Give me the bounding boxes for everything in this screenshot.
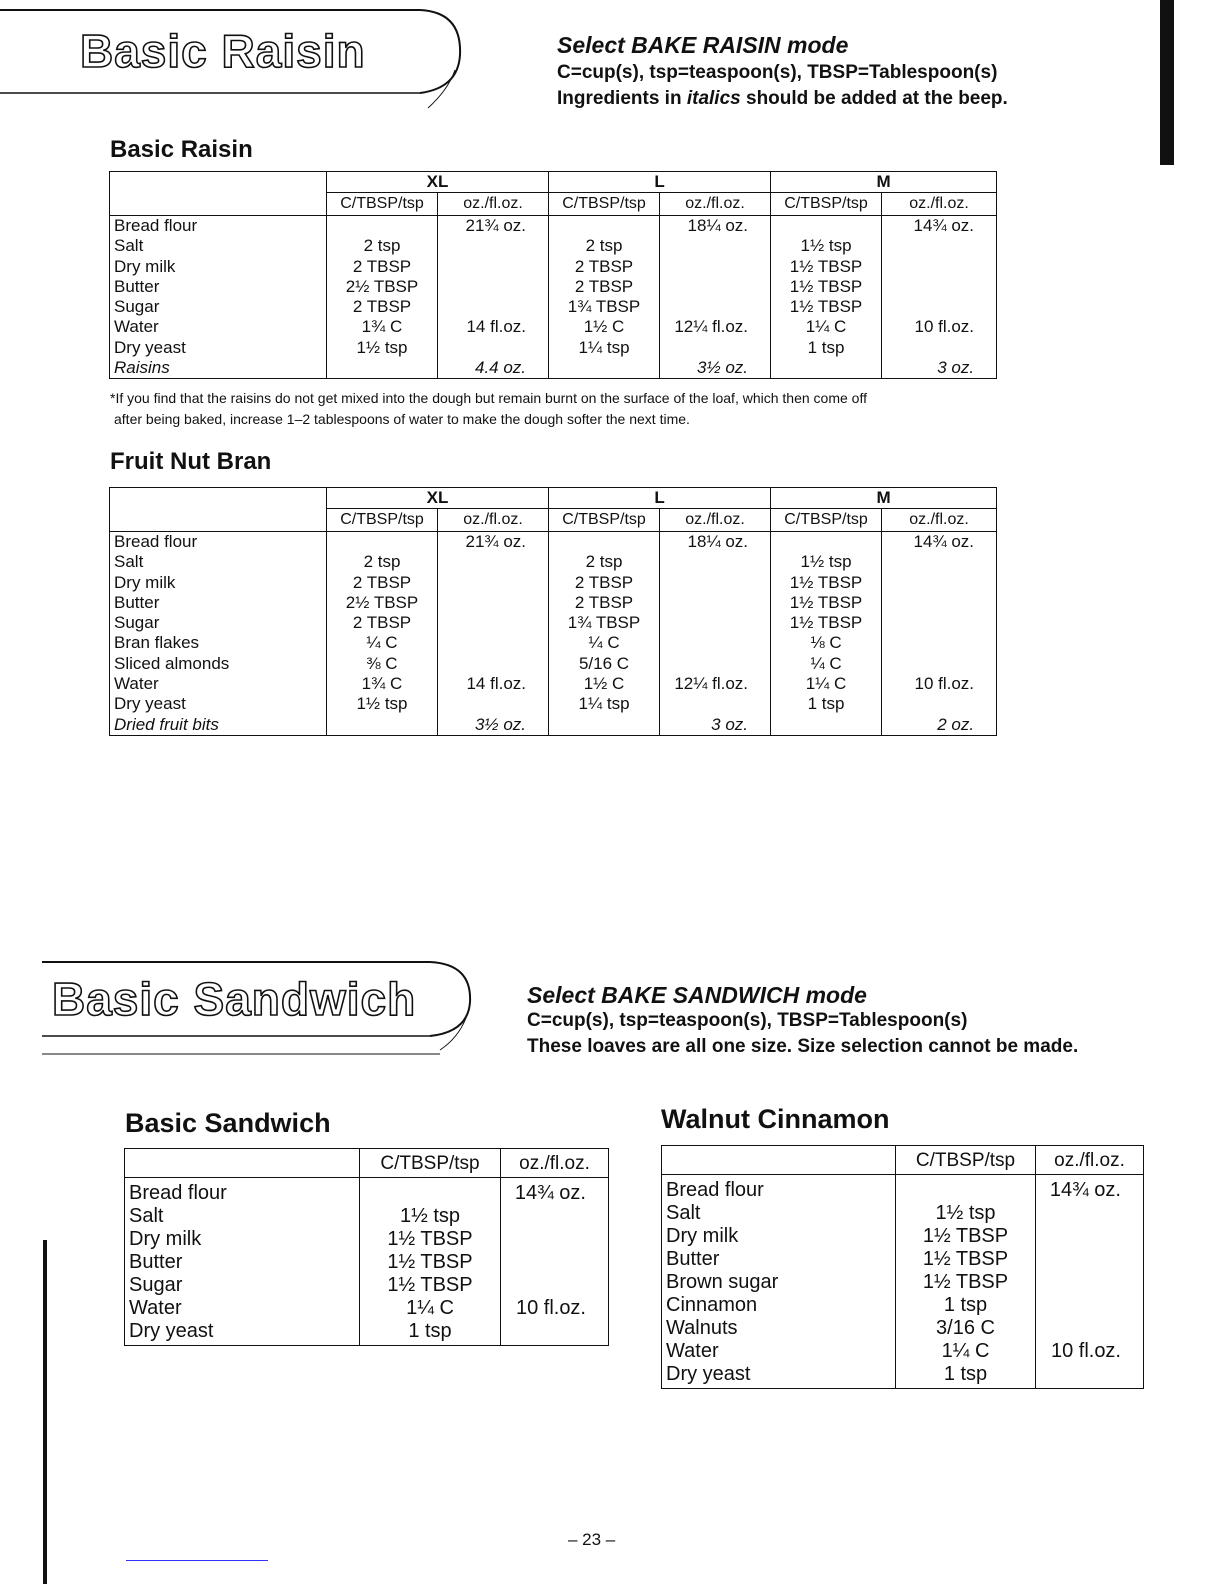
weight-cell: 10 fl.oz.	[1036, 1340, 1144, 1363]
weight-cell: 12¼ fl.oz.	[660, 674, 771, 694]
table-row	[662, 1363, 1144, 1389]
amount-cell	[327, 532, 438, 553]
table-row	[662, 1271, 1144, 1294]
weight-cell: 14 fl.oz.	[438, 674, 549, 694]
unit-header: C/TBSP/tsp	[771, 193, 882, 216]
amount-cell: 1 tsp	[771, 338, 882, 358]
amount-cell	[549, 216, 660, 237]
ingredient-name: Bread flour	[662, 1175, 896, 1203]
amount-cell: 1½ TBSP	[771, 593, 882, 613]
ingredient-name: Walnuts	[662, 1317, 896, 1340]
ingredient-name: Salt	[125, 1205, 360, 1228]
walnut-cinnamon-title: Walnut Cinnamon	[661, 1104, 890, 1134]
table-row	[110, 236, 997, 256]
amount-cell: 1½ TBSP	[360, 1251, 501, 1274]
sandwich-mode-title: Select BAKE SANDWICH mode	[527, 982, 867, 1008]
amount-cell: 2 tsp	[327, 236, 438, 256]
amount-cell: 1½ TBSP	[771, 573, 882, 593]
table-row	[110, 552, 997, 572]
ingredient-name: Dry milk	[110, 573, 327, 593]
weight-cell	[501, 1320, 609, 1346]
amount-cell: 1¼ tsp	[549, 694, 660, 714]
unit-header: oz./fl.oz.	[882, 509, 997, 532]
weight-cell: 14¾ oz.	[501, 1178, 609, 1206]
weight-cell	[882, 297, 997, 317]
weight-cell	[660, 593, 771, 613]
weight-cell	[660, 573, 771, 593]
amount-cell: 1½ TBSP	[896, 1271, 1036, 1294]
weight-cell	[660, 338, 771, 358]
unit-header: C/TBSP/tsp	[327, 193, 438, 216]
unit-header: C/TBSP/tsp	[549, 509, 660, 532]
table-row	[125, 1205, 609, 1228]
weight-cell	[660, 236, 771, 256]
weight-cell	[882, 613, 997, 633]
ingredient-name: Salt	[110, 552, 327, 572]
weight-cell: 18¼ oz.	[660, 216, 771, 237]
size-header-xl: XL	[327, 172, 549, 193]
table-row	[125, 1228, 609, 1251]
table-row	[110, 633, 997, 653]
header-blank	[662, 1146, 896, 1175]
amount-cell	[771, 532, 882, 553]
amount-cell: 1½ tsp	[771, 552, 882, 572]
table-row	[110, 317, 997, 337]
amount-cell: 1½ TBSP	[896, 1225, 1036, 1248]
table-row	[662, 1294, 1144, 1317]
table-row	[110, 593, 997, 613]
italics-suffix: should be added at the beep.	[740, 88, 1008, 109]
unit-header: C/TBSP/tsp	[327, 509, 438, 532]
table-row	[110, 216, 997, 237]
fruit-nut-bran-body	[110, 532, 997, 736]
amount-cell: ¼ C	[549, 633, 660, 653]
amount-cell	[327, 358, 438, 379]
ingredient-name: Bread flour	[110, 216, 327, 237]
weight-cell	[438, 552, 549, 572]
basic-sandwich-title: Basic Sandwich	[125, 1108, 331, 1138]
weight-cell	[660, 613, 771, 633]
weight-cell: 12¼ fl.oz.	[660, 317, 771, 337]
weight-cell	[882, 338, 997, 358]
amount-cell: 1¾ TBSP	[549, 297, 660, 317]
weight-cell	[882, 593, 997, 613]
sandwich-abbrev-line: C=cup(s), tsp=teaspoon(s), TBSP=Tablespoon(s)	[527, 1010, 968, 1031]
table-row	[110, 338, 997, 358]
italics-prefix: Ingredients in	[557, 88, 687, 109]
table-row	[110, 277, 997, 297]
amount-cell: 2 TBSP	[549, 573, 660, 593]
weight-cell	[438, 654, 549, 674]
table-row	[110, 257, 997, 277]
table-row	[110, 297, 997, 317]
size-header-m: M	[771, 488, 997, 509]
amount-cell	[771, 715, 882, 736]
raisin-note	[110, 388, 1010, 430]
amount-cell: 1½ TBSP	[771, 257, 882, 277]
ingredient-name: Brown sugar	[662, 1271, 896, 1294]
weight-cell: 10 fl.oz.	[501, 1297, 609, 1320]
amount-cell: 1½ TBSP	[360, 1228, 501, 1251]
unit-header: C/TBSP/tsp	[549, 193, 660, 216]
amount-cell: 1½ tsp	[360, 1205, 501, 1228]
weight-cell	[438, 297, 549, 317]
amount-cell: 1½ tsp	[896, 1202, 1036, 1225]
amount-cell: 1½ TBSP	[771, 297, 882, 317]
ingredient-name: Sugar	[125, 1274, 360, 1297]
walnut-cinnamon-table	[661, 1145, 1144, 1389]
amount-cell	[327, 216, 438, 237]
walnut-cinnamon-body	[662, 1175, 1144, 1389]
amount-cell: 1¾ TBSP	[549, 613, 660, 633]
amount-cell: 1½ tsp	[327, 694, 438, 714]
ingredient-name: Dry yeast	[110, 338, 327, 358]
amount-cell: ¼ C	[771, 654, 882, 674]
ingredient-name: Water	[110, 674, 327, 694]
amount-cell: 1¼ C	[771, 674, 882, 694]
table-row	[662, 1248, 1144, 1271]
weight-cell	[882, 257, 997, 277]
ingredient-name: Dry milk	[125, 1228, 360, 1251]
table-row	[110, 674, 997, 694]
weight-cell	[1036, 1271, 1144, 1294]
amount-cell	[549, 532, 660, 553]
amount-cell: 2 TBSP	[327, 573, 438, 593]
table-row	[125, 1297, 609, 1320]
ingredient-name: Water	[110, 317, 327, 337]
weight-cell	[438, 694, 549, 714]
ingredient-name: Butter	[110, 277, 327, 297]
note-line: *If you find that the raisins do not get mixed into the dough but remain burnt on the surface of the loaf, which then come off	[110, 390, 867, 406]
unit-header: oz./fl.oz.	[882, 193, 997, 216]
weight-cell: 2 oz.	[882, 715, 997, 736]
weight-cell	[882, 573, 997, 593]
amount-cell: 1½ C	[549, 317, 660, 337]
weight-cell: 3 oz.	[660, 715, 771, 736]
amount-cell	[896, 1175, 1036, 1203]
ingredient-name: Bread flour	[110, 532, 327, 553]
weight-cell	[1036, 1363, 1144, 1389]
weight-cell	[438, 236, 549, 256]
ingredient-name: Raisins	[110, 358, 327, 379]
amount-cell: 1¼ C	[896, 1340, 1036, 1363]
weight-cell	[882, 694, 997, 714]
weight-cell: 14 fl.oz.	[438, 317, 549, 337]
table-row	[662, 1340, 1144, 1363]
ingredient-name: Water	[125, 1297, 360, 1320]
amount-cell	[327, 715, 438, 736]
unit-header: C/TBSP/tsp	[360, 1149, 501, 1178]
amount-cell: 2½ TBSP	[327, 277, 438, 297]
amount-cell: 1¼ C	[360, 1297, 501, 1320]
table-row	[110, 358, 997, 379]
unit-header: oz./fl.oz.	[438, 193, 549, 216]
weight-cell: 3 oz.	[882, 358, 997, 379]
unit-header: C/TBSP/tsp	[771, 509, 882, 532]
amount-cell: ⅛ C	[771, 633, 882, 653]
size-header-l: L	[549, 172, 771, 193]
amount-cell: 1 tsp	[360, 1320, 501, 1346]
basic-raisin-title: Basic Raisin	[110, 136, 253, 163]
raisin-italics-line	[557, 88, 1008, 110]
table-row	[110, 715, 997, 736]
weight-cell	[1036, 1317, 1144, 1340]
weight-cell	[438, 257, 549, 277]
unit-header: oz./fl.oz.	[660, 509, 771, 532]
amount-cell: 1¼ tsp	[549, 338, 660, 358]
amount-cell: 2 TBSP	[327, 297, 438, 317]
amount-cell: 1¾ C	[327, 674, 438, 694]
amount-cell: 2 tsp	[327, 552, 438, 572]
ingredient-name: Salt	[662, 1202, 896, 1225]
ingredient-name: Butter	[125, 1251, 360, 1274]
weight-cell: 3½ oz.	[438, 715, 549, 736]
weight-cell	[882, 633, 997, 653]
weight-cell	[438, 593, 549, 613]
weight-cell	[660, 633, 771, 653]
right-edge-bar	[1160, 0, 1174, 165]
weight-cell	[882, 654, 997, 674]
amount-cell	[771, 216, 882, 237]
amount-cell: 1¼ C	[771, 317, 882, 337]
basic-raisin-body	[110, 216, 997, 379]
weight-cell	[660, 552, 771, 572]
weight-cell	[660, 297, 771, 317]
weight-cell	[660, 654, 771, 674]
amount-cell: 1½ TBSP	[360, 1274, 501, 1297]
ingredient-name: Dried fruit bits	[110, 715, 327, 736]
weight-cell	[660, 257, 771, 277]
raisin-abbrev-line: C=cup(s), tsp=teaspoon(s), TBSP=Tablespoon(s)	[557, 62, 998, 83]
weight-cell	[1036, 1248, 1144, 1271]
amount-cell: ⅜ C	[327, 654, 438, 674]
amount-cell: 1½ tsp	[327, 338, 438, 358]
amount-cell: 1 tsp	[896, 1294, 1036, 1317]
table-row	[110, 654, 997, 674]
ingredient-name: Dry milk	[662, 1225, 896, 1248]
table-row	[110, 573, 997, 593]
weight-cell	[438, 633, 549, 653]
ingredient-name: Sugar	[110, 297, 327, 317]
amount-cell: 1¾ C	[327, 317, 438, 337]
weight-cell	[882, 277, 997, 297]
weight-cell	[501, 1251, 609, 1274]
weight-cell: 21¾ oz.	[438, 216, 549, 237]
amount-cell: ¼ C	[327, 633, 438, 653]
ingredient-name: Sliced almonds	[110, 654, 327, 674]
ingredient-name: Dry yeast	[662, 1363, 896, 1389]
table-row	[125, 1251, 609, 1274]
amount-cell	[549, 358, 660, 379]
weight-cell: 10 fl.oz.	[882, 674, 997, 694]
amount-cell: 1½ tsp	[771, 236, 882, 256]
size-header-xl: XL	[327, 488, 549, 509]
weight-cell	[501, 1205, 609, 1228]
raisin-mode-title: Select BAKE RAISIN mode	[557, 32, 849, 58]
weight-cell	[1036, 1225, 1144, 1248]
unit-header: oz./fl.oz.	[1036, 1146, 1144, 1175]
amount-cell	[360, 1178, 501, 1206]
amount-cell: 2 TBSP	[549, 277, 660, 297]
amount-cell: 2½ TBSP	[327, 593, 438, 613]
size-header-m: M	[771, 172, 997, 193]
amount-cell: 2 TBSP	[327, 257, 438, 277]
header-blank	[110, 172, 327, 216]
left-edge-line	[43, 1240, 47, 1584]
table-row	[662, 1175, 1144, 1203]
weight-cell: 21¾ oz.	[438, 532, 549, 553]
weight-cell	[501, 1274, 609, 1297]
table-row	[662, 1202, 1144, 1225]
unit-header: oz./fl.oz.	[438, 509, 549, 532]
sandwich-banner-title: Basic Sandwich	[52, 973, 417, 1025]
italics-word: italics	[686, 88, 741, 109]
amount-cell: 1½ C	[549, 674, 660, 694]
weight-cell	[1036, 1202, 1144, 1225]
weight-cell	[660, 277, 771, 297]
weight-cell	[660, 694, 771, 714]
weight-cell	[882, 552, 997, 572]
table-row	[662, 1317, 1144, 1340]
amount-cell: 1 tsp	[896, 1363, 1036, 1389]
raisin-banner-title: Basic Raisin	[80, 25, 366, 77]
amount-cell: 5/16 C	[549, 654, 660, 674]
fruit-nut-bran-table	[109, 487, 997, 736]
amount-cell: 3/16 C	[896, 1317, 1036, 1340]
table-row	[110, 613, 997, 633]
weight-cell	[1036, 1294, 1144, 1317]
ingredient-name: Bread flour	[125, 1178, 360, 1206]
basic-raisin-table	[109, 171, 997, 379]
header-blank	[125, 1149, 360, 1178]
fruit-nut-bran-title: Fruit Nut Bran	[110, 448, 272, 475]
amount-cell: 2 tsp	[549, 236, 660, 256]
weight-cell	[438, 573, 549, 593]
unit-header: oz./fl.oz.	[660, 193, 771, 216]
amount-cell: 2 TBSP	[549, 593, 660, 613]
basic-sandwich-body	[125, 1178, 609, 1346]
bottom-link-line	[126, 1560, 268, 1561]
amount-cell: 2 tsp	[549, 552, 660, 572]
table-row	[125, 1178, 609, 1206]
size-header-l: L	[549, 488, 771, 509]
weight-cell: 18¼ oz.	[660, 532, 771, 553]
sandwich-size-line: These loaves are all one size. Size selection cannot be made.	[527, 1036, 1079, 1057]
table-row	[110, 694, 997, 714]
weight-cell	[438, 338, 549, 358]
ingredient-name: Salt	[110, 236, 327, 256]
amount-cell	[549, 715, 660, 736]
ingredient-name: Dry yeast	[125, 1320, 360, 1346]
ingredient-name: Dry milk	[110, 257, 327, 277]
weight-cell	[882, 236, 997, 256]
ingredient-name: Bran flakes	[110, 633, 327, 653]
ingredient-name: Dry yeast	[110, 694, 327, 714]
weight-cell: 10 fl.oz.	[882, 317, 997, 337]
weight-cell	[438, 277, 549, 297]
ingredient-name: Butter	[110, 593, 327, 613]
table-row	[662, 1225, 1144, 1248]
unit-header: C/TBSP/tsp	[896, 1146, 1036, 1175]
ingredient-name: Butter	[662, 1248, 896, 1271]
weight-cell: 4.4 oz.	[438, 358, 549, 379]
amount-cell: 1½ TBSP	[771, 613, 882, 633]
amount-cell	[771, 358, 882, 379]
amount-cell: 1½ TBSP	[771, 277, 882, 297]
page-number: – 23 –	[568, 1530, 616, 1549]
unit-header: oz./fl.oz.	[501, 1149, 609, 1178]
basic-sandwich-table	[124, 1148, 609, 1346]
table-row	[110, 532, 997, 553]
weight-cell	[501, 1228, 609, 1251]
amount-cell: 2 TBSP	[327, 613, 438, 633]
amount-cell: 1 tsp	[771, 694, 882, 714]
table-row	[125, 1274, 609, 1297]
weight-cell: 14¾ oz.	[882, 216, 997, 237]
weight-cell	[438, 613, 549, 633]
amount-cell: 2 TBSP	[549, 257, 660, 277]
weight-cell: 14¾ oz.	[882, 532, 997, 553]
ingredient-name: Cinnamon	[662, 1294, 896, 1317]
table-row	[125, 1320, 609, 1346]
ingredient-name: Water	[662, 1340, 896, 1363]
amount-cell: 1½ TBSP	[896, 1248, 1036, 1271]
weight-cell: 14¾ oz.	[1036, 1175, 1144, 1203]
header-blank	[110, 488, 327, 532]
note-line: after being baked, increase 1–2 tablespoons of water to make the dough softer the next time.	[114, 411, 690, 427]
weight-cell: 3½ oz.	[660, 358, 771, 379]
ingredient-name: Sugar	[110, 613, 327, 633]
